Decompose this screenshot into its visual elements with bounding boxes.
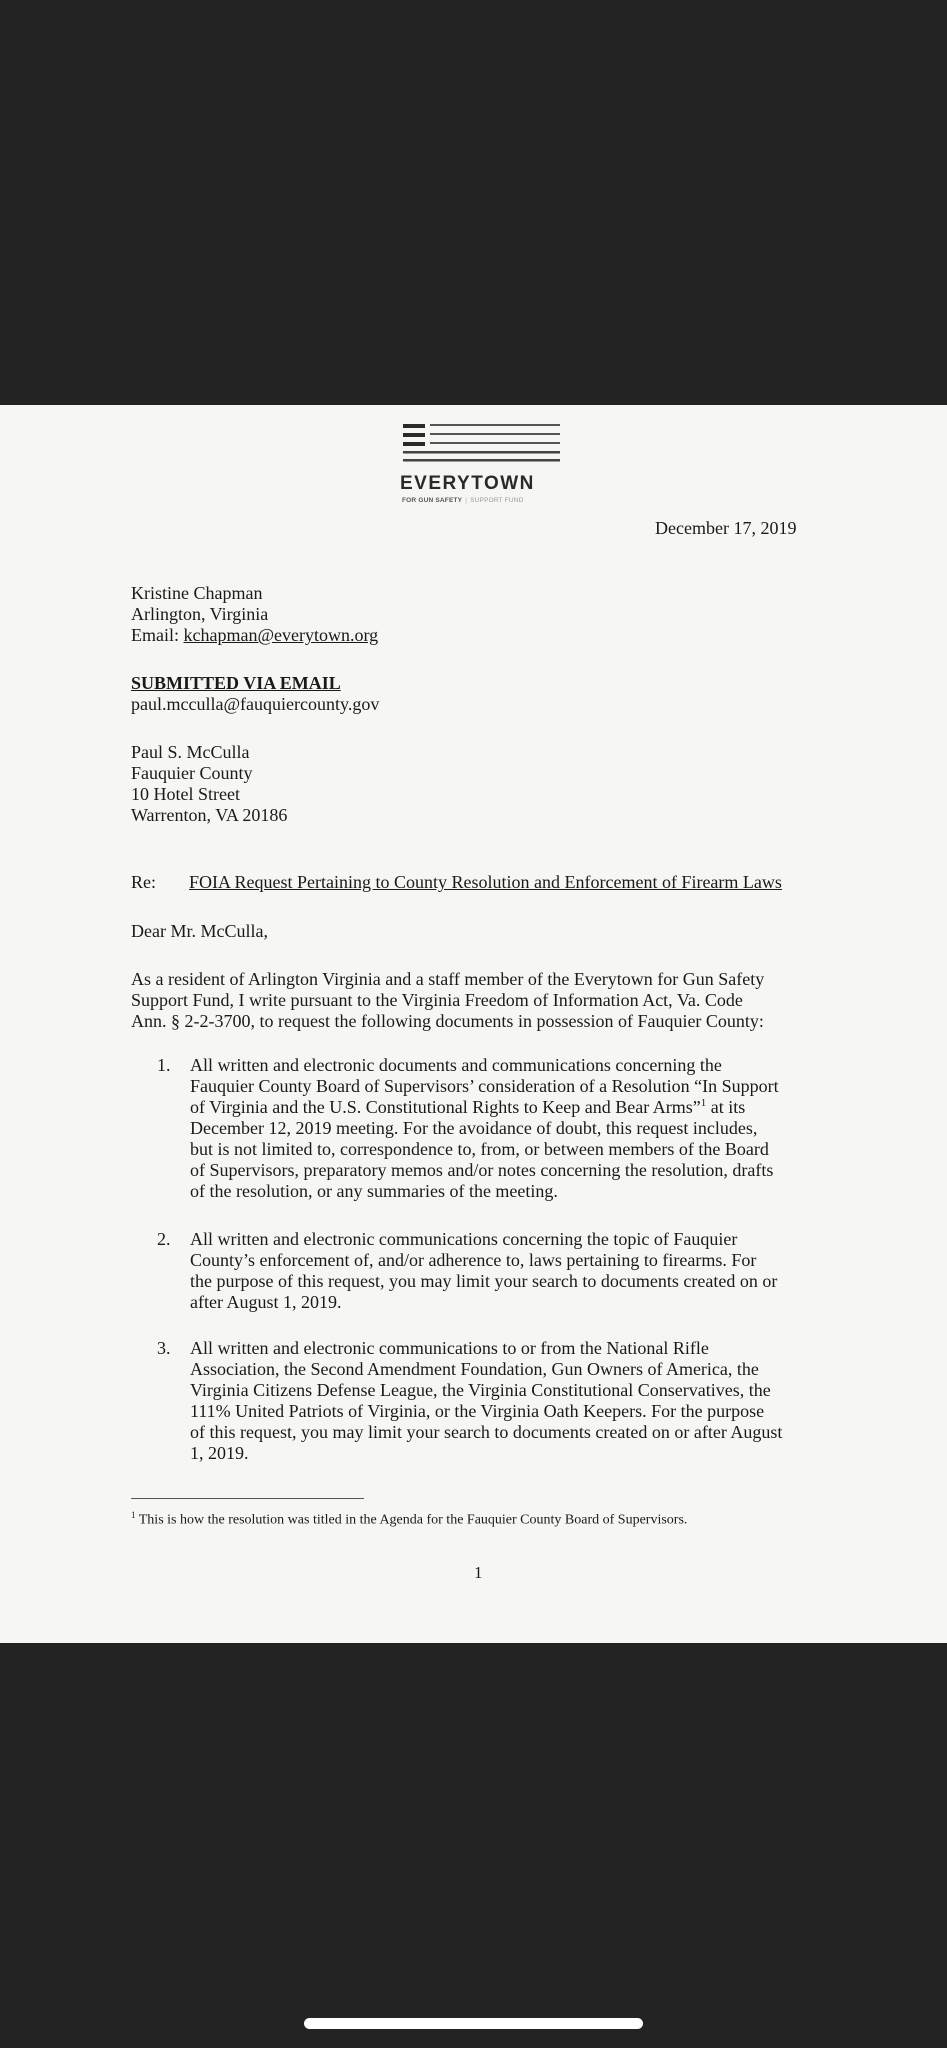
list-line: December 12, 2019 meeting. For the avoidance of doubt, this request includes,	[190, 1118, 758, 1138]
sender-email-label: Email:	[131, 625, 184, 645]
footnote	[131, 1510, 687, 1529]
sender-email-link[interactable]: kchapman@everytown.org	[183, 625, 379, 645]
list-line-text: of Virginia and the U.S. Constitutional Rights to Keep and Bear Arms”	[190, 1097, 701, 1117]
recipient-city: Warrenton, VA 20186	[131, 805, 288, 825]
logo-tagline-left: FOR GUN SAFETY	[402, 497, 463, 504]
everytown-logo	[400, 423, 562, 503]
list-line: of this request, you may limit your search to documents created on or after August	[190, 1422, 783, 1442]
footnote-text: This is how the resolution was titled in the Agenda for the Fauquier County Board of Supervisors.	[135, 1512, 688, 1528]
list-line: All written and electronic communications to or from the National Rifle	[190, 1338, 709, 1358]
list-line: but is not limited to, correspondence to, from, or between members of the Board	[190, 1139, 769, 1159]
re-subject: FOIA Request Pertaining to County Resolution and Enforcement of Firearm Laws	[189, 872, 782, 892]
list-line: 111% United Patriots of Virginia, or the Virginia Oath Keepers. For the purpose	[190, 1401, 765, 1421]
list-body	[190, 1338, 782, 1464]
recipient-org: Fauquier County	[131, 763, 253, 783]
logo-wordmark: EVERYTOWN	[400, 473, 535, 494]
sender-location: Arlington, Virginia	[131, 604, 269, 624]
logo-tagline: FOR GUN SAFETY | SUPPORT FUND	[402, 497, 524, 504]
intro-line: As a resident of Arlington Virginia and a staff member of the Everytown for Gun Safety	[131, 969, 765, 989]
list-line-tail: at its	[706, 1097, 746, 1117]
list-line: Virginia Citizens Defense League, the Virginia Constitutional Conservatives, the	[190, 1380, 771, 1400]
list-line: the purpose of this request, you may limit your search to documents created on or	[190, 1271, 778, 1291]
list-number: 3.	[157, 1338, 171, 1358]
flag-stripes-icon	[403, 423, 560, 463]
intro-paragraph	[131, 969, 831, 1032]
sender-name: Kristine Chapman	[131, 583, 263, 603]
list-line: Fauquier County Board of Supervisors’ consideration of a Resolution “In Support	[190, 1076, 779, 1096]
list-line: Association, the Second Amendment Foundation, Gun Owners of America, the	[190, 1359, 759, 1379]
letter-page	[0, 405, 947, 1643]
list-line: All written and electronic documents and communications concerning the	[190, 1055, 722, 1075]
intro-line: Support Fund, I write pursuant to the Virginia Freedom of Information Act, Va. Code	[131, 990, 743, 1010]
list-line: County’s enforcement of, and/or adherence to, laws pertaining to firearms. For	[190, 1250, 757, 1270]
submitted-label: SUBMITTED VIA EMAIL	[131, 673, 341, 693]
submitted-email: paul.mcculla@fauquiercounty.gov	[131, 694, 380, 714]
recipient-street: 10 Hotel Street	[131, 784, 240, 804]
salutation: Dear Mr. McCulla,	[131, 921, 268, 941]
list-line: All written and electronic communications concerning the topic of Fauquier	[190, 1229, 738, 1249]
sender-email-line	[131, 625, 378, 645]
list-body	[190, 1229, 777, 1313]
footnote-ref: 1	[700, 1097, 707, 1109]
list-line: 1, 2019.	[190, 1443, 249, 1463]
list-body	[190, 1055, 779, 1202]
logo-tagline-right: SUPPORT FUND	[470, 497, 524, 504]
list-line: of Supervisors, preparatory memos and/or notes concerning the resolution, drafts	[190, 1160, 774, 1180]
list-line: after August 1, 2019.	[190, 1292, 342, 1312]
letter-date: December 17, 2019	[655, 518, 797, 538]
re-label: Re:	[131, 872, 156, 892]
page-number: 1	[474, 1563, 483, 1582]
home-indicator[interactable]	[304, 2018, 643, 2029]
list-number: 2.	[157, 1229, 171, 1249]
intro-line: Ann. § 2-2-3700, to request the following documents in possession of Fauquier County:	[131, 1011, 764, 1031]
list-number: 1.	[157, 1055, 171, 1075]
footnote-divider	[131, 1498, 364, 1499]
recipient-name: Paul S. McCulla	[131, 742, 250, 762]
footnote-mark: 1	[131, 1510, 136, 1520]
list-line: of the resolution, or any summaries of the meeting.	[190, 1181, 558, 1201]
list-line-with-footnote	[190, 1097, 779, 1118]
